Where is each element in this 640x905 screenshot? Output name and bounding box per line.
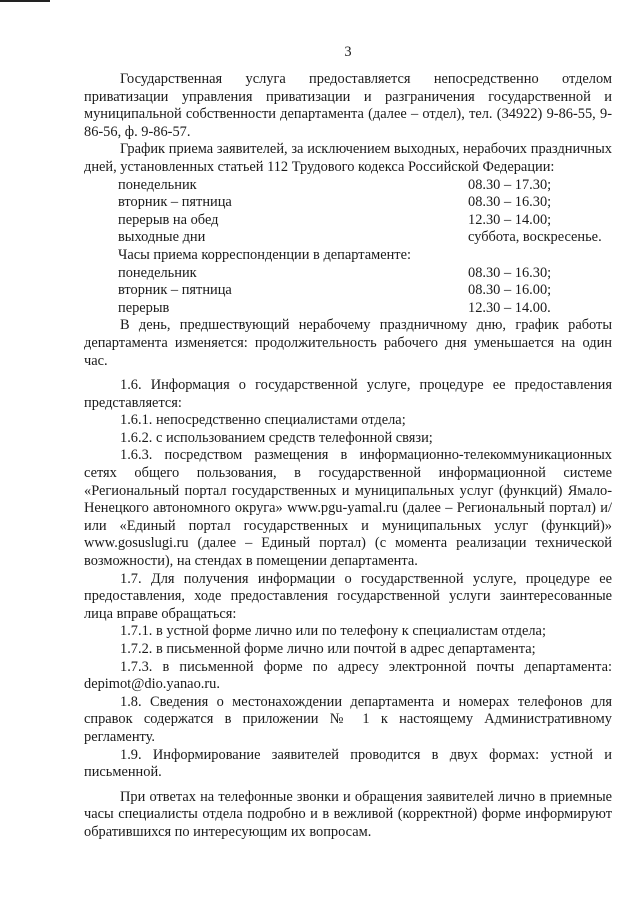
schedule-hours: 12.30 – 14.00; xyxy=(468,211,552,228)
paragraph-1-8: 1.8. Сведения о местонахождении департамента и номерах телефонов для справок содержатся в приложении № 1 к настоящему Административному регламенту. xyxy=(84,693,612,745)
schedule-day: вторник – пятница xyxy=(118,194,232,211)
schedule-row xyxy=(118,229,612,247)
correspondence-title-row xyxy=(118,247,612,265)
schedule-day: понедельник xyxy=(118,176,197,193)
correspondence-row xyxy=(118,282,612,300)
paragraph-1-6: 1.6. Информация о государственной услуге, процедуре ее предоставления представляется: xyxy=(84,377,612,411)
paragraph-1-6-1: 1.6.1. непосредственно специалистами отдела; xyxy=(120,412,406,429)
schedule-hours: 08.30 – 17.30; xyxy=(468,176,552,193)
paragraph-1-7: 1.7. Для получения информации о государственной услуге, процедуре ее предоставления, ходе предоставления государственной услуги заинтересованные лица вправе обращаться: xyxy=(84,570,612,622)
paragraph-1-7-2: 1.7.2. в письменной форме лично или почтой в адрес департамента; xyxy=(120,641,536,657)
correspondence-day: понедельник xyxy=(118,264,197,281)
schedule-hours: суббота, воскресенье. xyxy=(468,229,602,246)
paragraph-1-6-2: 1.6.2. с использованием средств телефонной связи; xyxy=(120,429,433,446)
correspondence-title: Часы приема корреспонденции в департаменте: xyxy=(118,246,411,263)
correspondence-hours: 08.30 – 16.00; xyxy=(468,282,552,299)
schedule-day: перерыв на обед xyxy=(118,211,219,228)
correspondence-row xyxy=(118,265,612,283)
correspondence-hours: 12.30 – 14.00. xyxy=(468,299,551,316)
page-number: 3 xyxy=(344,44,352,60)
correspondence-day: вторник – пятница xyxy=(118,282,232,299)
reception-schedule xyxy=(118,177,612,318)
paragraph-phone-answers: При ответах на телефонные звонки и обращения заявителей лично в приемные часы специалисты отдела подробно и в вежливой (корректной) форме информируют обратившихся по интересующим их вопросам. xyxy=(84,788,612,840)
schedule-day: выходные дни xyxy=(118,229,206,246)
paragraph-1-7-1: 1.7.1. в устной форме лично или по телефону к специалистам отдела; xyxy=(120,623,546,640)
correspondence-hours: 08.30 – 16.30; xyxy=(468,264,552,281)
correspondence-row xyxy=(118,300,612,318)
paragraph-schedule-intro: График приема заявителей, за исключением выходных, нерабочих праздничных дней, установленных статьей 112 Трудового кодекса Российской Федерации: xyxy=(84,141,612,175)
paragraph-1-9: 1.9. Информирование заявителей проводится в двух формах: устной и письменной. xyxy=(84,746,612,781)
document-body xyxy=(84,71,612,842)
schedule-row xyxy=(118,177,612,195)
corner-mark xyxy=(0,0,50,2)
paragraph-preholiday: В день, предшествующий нерабочему праздничному дню, график работы департамента изменяется: продолжительность рабочего дня уменьшается на один час. xyxy=(84,317,612,369)
schedule-row xyxy=(118,194,612,212)
paragraph-1-7-3: 1.7.3. в письменной форме по адресу электронной почты департамента: depimot@dio.yanao.ru. xyxy=(84,658,612,693)
schedule-row xyxy=(118,212,612,230)
paragraph-1-6-3: 1.6.3. посредством размещения в информационно-телекоммуникационных сетях общего пользования, в государственной информационной системе «Региональный портал государственных и муниципальных услуг (функций) Ямало-Ненецкого автономного округа» www.pgu-yamal.ru (далее – Региональный портал) и/или «Единый портал государственных и муниципальных услуг (функций)» www.gosuslugi.ru (далее – Единый портал) (с момента реализации технической возможности), на стендах в помещении департамента. xyxy=(84,447,612,570)
schedule-hours: 08.30 – 16.30; xyxy=(468,194,552,211)
paragraph-service-provider: Государственная услуга предоставляется непосредственно отделом приватизации управления приватизации и разграничения государственной и муниципальной собственности департамента (далее – отдел), тел. (34922) 9-86-55, 9-86-56, ф. 9-86-57. xyxy=(84,71,612,140)
correspondence-day: перерыв xyxy=(118,299,170,316)
